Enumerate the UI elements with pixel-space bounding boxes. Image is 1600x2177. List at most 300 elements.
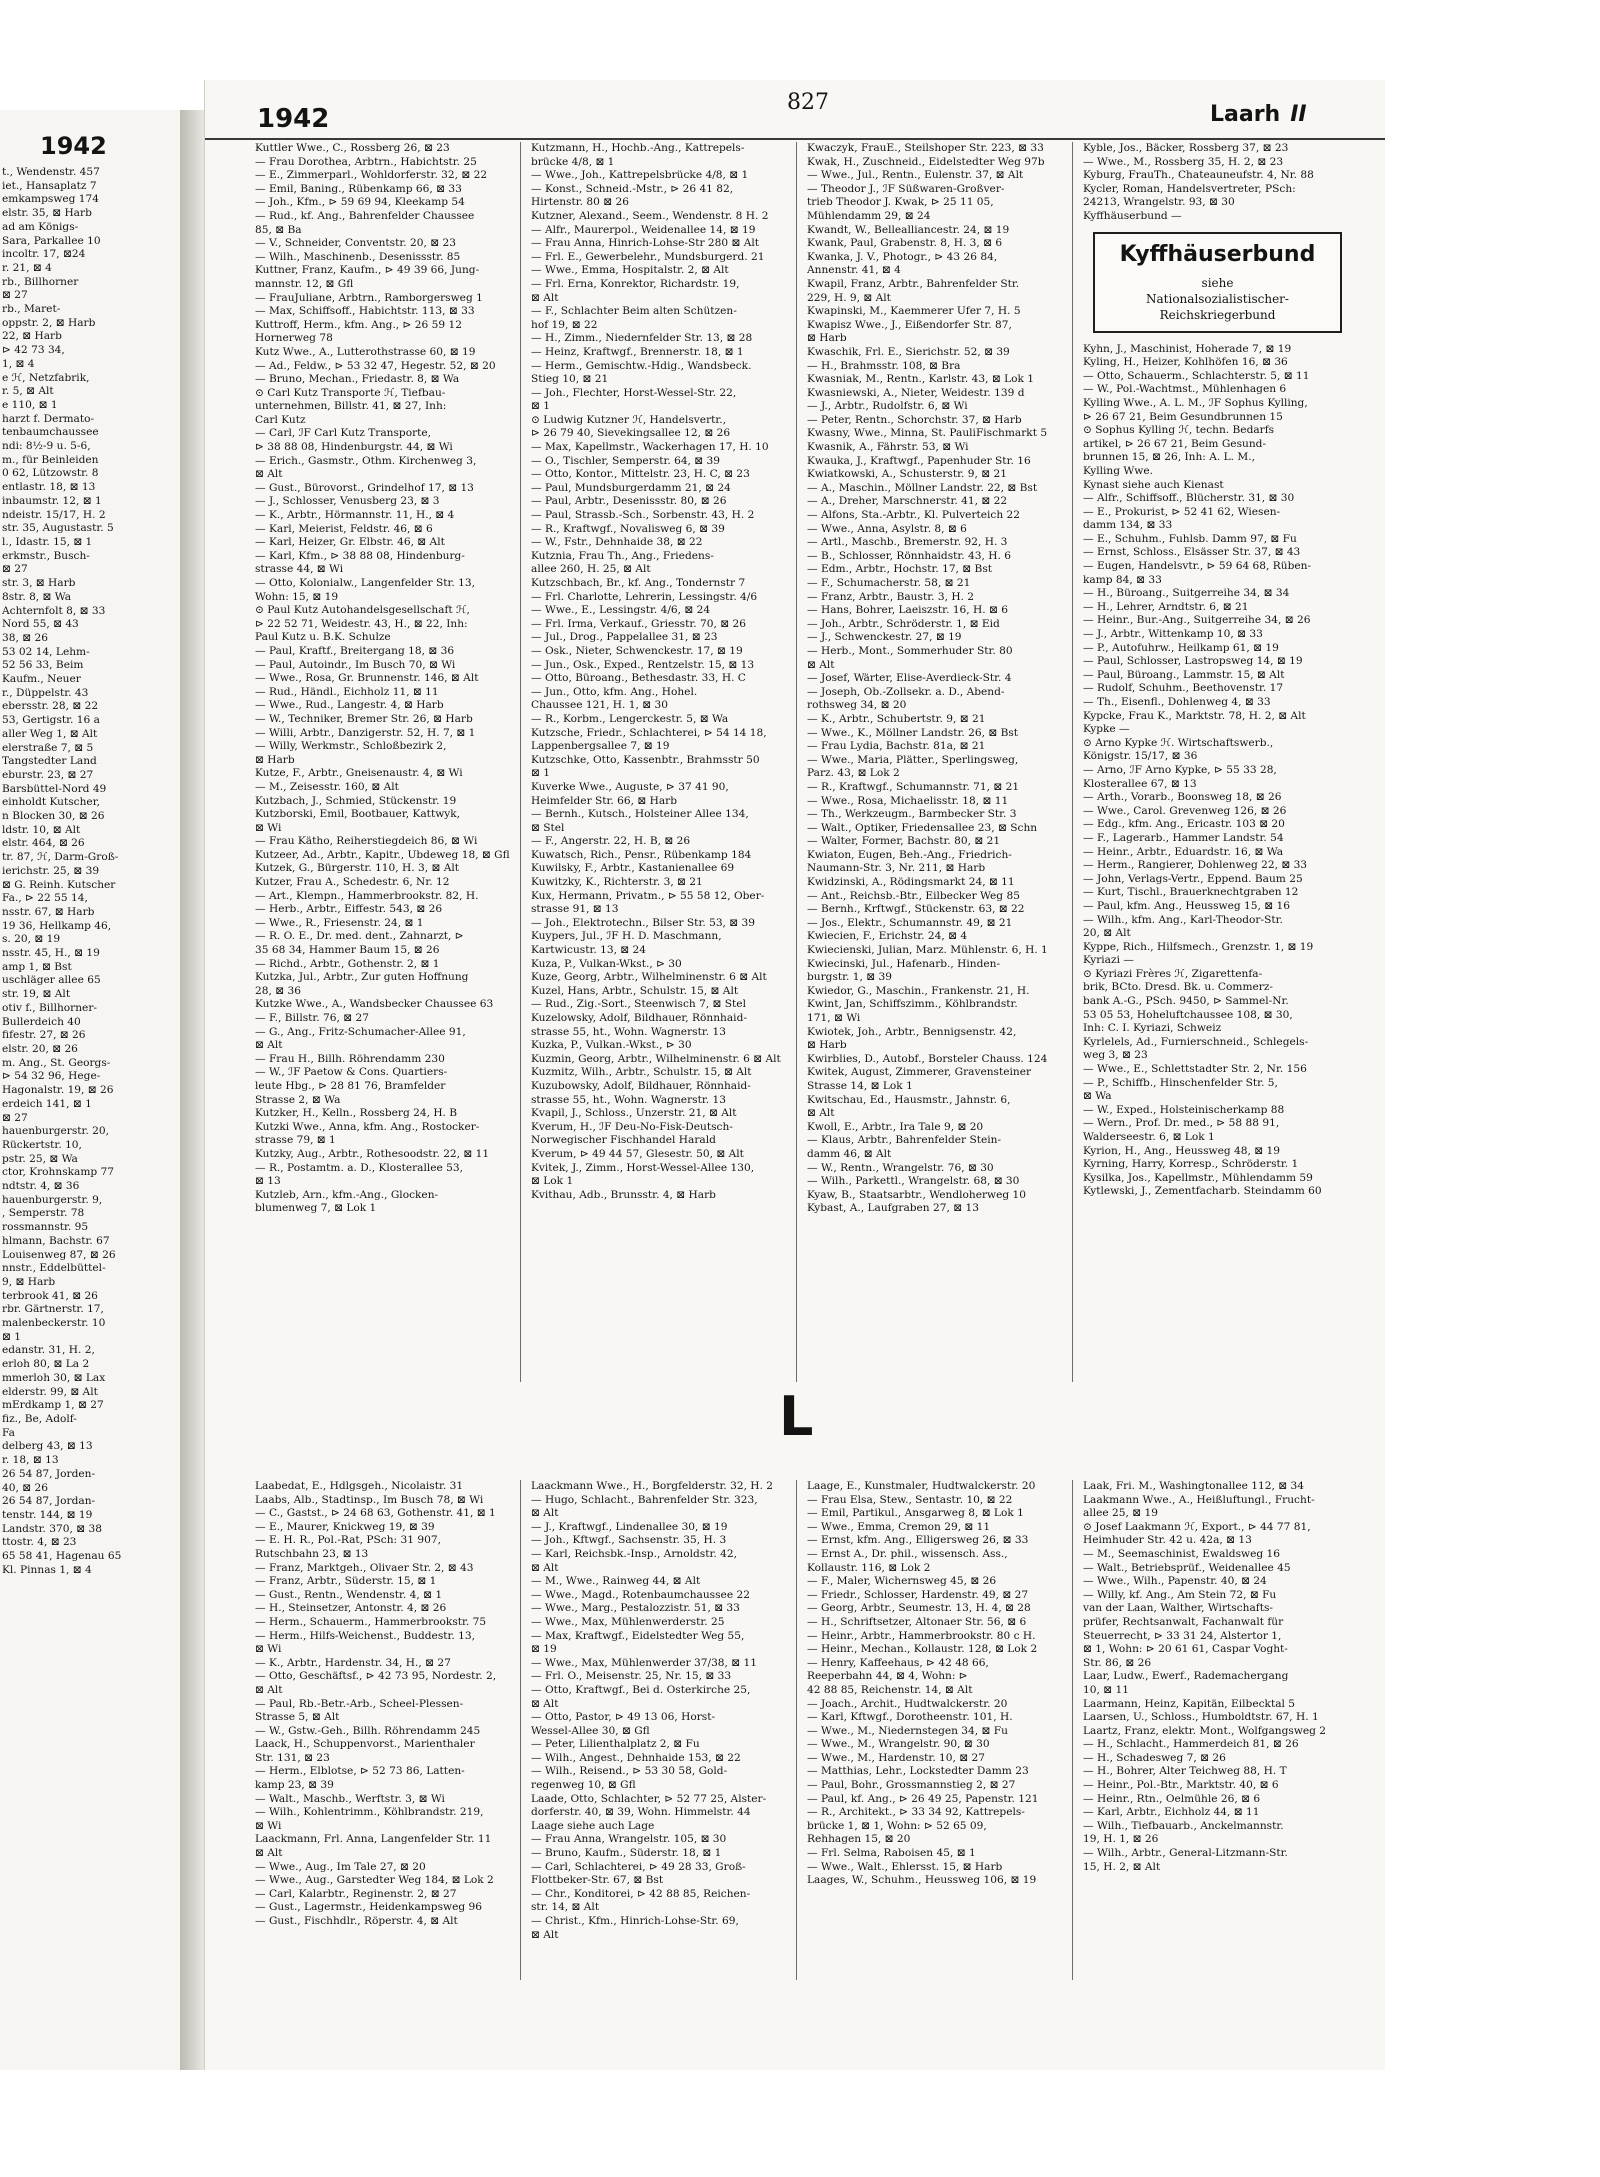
directory-entry: Lappenbergsallee 7, ⊠ 19	[531, 740, 670, 753]
directory-entry: bank A.-G., PSch. 9450, ⊳ Sammel-Nr.	[1083, 995, 1289, 1008]
left-page-fragment: str. 35, Augustastr. 5	[2, 522, 114, 535]
directory-entry: Kuttler Wwe., C., Rossberg 26, ⊠ 23	[255, 142, 450, 154]
directory-entry: Kwiatkowski, A., Schusterstr. 9, ⊠ 21	[807, 468, 1007, 481]
directory-entry: Kyrning, Harry, Korresp., Schröderstr. 1	[1083, 1158, 1299, 1171]
directory-entry: Laartz, Franz, elektr. Mont., Wolfgangsweg 2	[1083, 1724, 1327, 1737]
left-page-fragment: e 110, ⊠ 1	[2, 398, 58, 411]
directory-entry: — Otto, Büroang., Bethesdastr. 33, H. C	[531, 672, 746, 685]
directory-entry: Kybast, A., Laufgraben 27, ⊠ 13	[807, 1202, 979, 1215]
directory-entry: — Ernst A., Dr. phil., wissensch. Ass.,	[807, 1547, 1008, 1560]
directory-entry: Kuwilsky, F., Arbtr., Kastanienallee 69	[531, 862, 735, 875]
directory-entry: 171, ⊠ Wi	[807, 1012, 861, 1024]
directory-entry: — Chr., Konditorei, ⊳ 42 88 85, Reichen-	[531, 1887, 751, 1900]
left-page-fragment: Kaufm., Neuer	[2, 673, 81, 686]
directory-entry: — Ernst, kfm. Ang., Elligersweg 26, ⊠ 33	[807, 1534, 1029, 1547]
directory-entry: Kutzschke, Otto, Kassenbtr., Brahmsstr 50	[531, 753, 760, 766]
left-page-fragment: ⊠ 27	[2, 563, 28, 576]
directory-entry: — Friedr., Schlosser, Hardenstr. 49, ⊠ 27	[807, 1588, 1029, 1601]
directory-entry: — Paul, Rb.-Betr.-Arb., Scheel-Plessen-	[255, 1697, 464, 1710]
directory-entry: — Joh., Kftwgf., Sachsenstr. 35, H. 3	[531, 1534, 727, 1547]
directory-entry: — Walter, Former, Bachstr. 80, ⊠ 21	[807, 835, 1001, 848]
directory-entry: — Hugo, Schlacht., Bahrenfelder Str. 323,	[531, 1493, 758, 1506]
directory-entry: ⊠ Harb	[255, 753, 295, 766]
left-page-fragment: nsstr. 67, ⊠ Harb	[2, 905, 95, 918]
directory-entry: — Willy, kf. Ang., Am Stein 72, ⊠ Fu	[1083, 1588, 1277, 1601]
directory-entry: — F., Schlachter Beim alten Schützen-	[531, 305, 737, 318]
left-page-fragment: Barsbüttel-Nord 49	[2, 782, 107, 795]
directory-entry: — Frl. O., Meisenstr. 25, Nr. 15, ⊠ 33	[531, 1670, 732, 1683]
directory-entry: — H., Schadesweg 7, ⊠ 26	[1083, 1751, 1226, 1764]
directory-entry: strasse 55, ht., Wohn. Wagnerstr. 13	[531, 1025, 726, 1038]
directory-entry: Kuverke Wwe., Auguste, ⊳ 37 41 90,	[531, 780, 729, 793]
directory-entry: ⊠ Stel	[531, 821, 565, 834]
directory-entry: — Arno, ℐF Arno Kypke, ⊳ 55 33 28,	[1083, 763, 1277, 776]
directory-entry: — Carl, Schlachterei, ⊳ 49 28 33, Groß-	[531, 1860, 746, 1873]
directory-entry: Reeperbahn 44, ⊠ 4, Wohn: ⊳	[807, 1670, 968, 1683]
directory-entry: hof 19, ⊠ 22	[531, 318, 598, 331]
directory-entry: Heimfelder Str. 66, ⊠ Harb	[531, 794, 678, 807]
directory-entry: — H., Schlacht., Hammerdeich 81, ⊠ 26	[1083, 1738, 1299, 1751]
left-page-fragment: ndtstr. 4, ⊠ 36	[2, 1180, 80, 1193]
left-page-fragment: Achternfolt 8, ⊠ 33	[2, 604, 106, 617]
directory-entry: ⊠ Lok 1	[531, 1175, 574, 1188]
directory-entry: — Paul, Bohr., Grossmannstieg 2, ⊠ 27	[807, 1779, 1016, 1792]
left-page-fragment: tenbaumchaussee	[2, 426, 99, 439]
directory-entry: — Wilh., kfm. Ang., Karl-Theodor-Str.	[1083, 913, 1283, 926]
directory-entry: Kypke —	[1083, 723, 1130, 736]
page-header	[205, 90, 1385, 140]
directory-entry: — R., Kraftwgf., Novalisweg 6, ⊠ 39	[531, 522, 725, 535]
directory-entry: 85, ⊠ Ba	[255, 223, 302, 236]
left-page-fragment: rbr. Gärtnerstr. 17,	[2, 1303, 104, 1316]
directory-entry: — J., Arbtr., Rudolfstr. 6, ⊠ Wi	[807, 400, 968, 413]
directory-entry: Kwapil, Franz, Arbtr., Bahrenfelder Str.	[807, 277, 1020, 290]
directory-entry: Kutzki Wwe., Anna, kfm. Ang., Rostocker-	[255, 1120, 480, 1133]
directory-entry: Kutzmann, H., Hochb.-Ang., Kattrepels-	[531, 142, 745, 154]
left-page-fragment: 26 54 87, Jordan-	[2, 1495, 96, 1508]
left-page-fragment: r., Düppelstr. 43	[2, 686, 89, 699]
directory-entry: — Wwe., Walt., Ehlersst. 15, ⊠ Harb	[807, 1860, 1003, 1873]
directory-entry: — Herm., Elblotse, ⊳ 52 73 86, Latten-	[255, 1765, 465, 1778]
left-page-fragment: mErdkamp 1, ⊠ 27	[2, 1399, 104, 1412]
directory-entry: — E., Zimmerparl., Wohldorferstr. 32, ⊠ 22	[255, 169, 488, 182]
directory-entry: — Wwe., Emma, Hospitalstr. 2, ⊠ Alt	[531, 264, 729, 277]
directory-entry: Laages, W., Schuhm., Heussweg 106, ⊠ 19	[807, 1874, 1037, 1887]
left-page-fragment: m. Ang., St. Georgs-	[2, 1056, 111, 1069]
directory-entry: ⊠ Wi	[255, 821, 282, 834]
directory-entry: — Edg., kfm. Ang., Ericastr. 103 ⊠ 20	[1083, 818, 1285, 831]
directory-entry: Kuwitzky, K., Richterstr. 3, ⊠ 21	[531, 876, 703, 889]
left-page-fragment: Fa	[2, 1426, 15, 1439]
directory-entry: — Karl, Kftwgf., Dorotheenstr. 101, H.	[807, 1711, 1013, 1724]
directory-entry: Strasse 14, ⊠ Lok 1	[807, 1079, 913, 1092]
directory-entry: Laackmann Wwe., H., Borgfelderstr. 32, H. 2	[531, 1480, 774, 1492]
directory-entry: 10, ⊠ 11	[1083, 1683, 1129, 1696]
directory-entry: ⊠ 1, Wohn: ⊳ 20 61 61, Caspar Voght-	[1083, 1643, 1288, 1656]
left-page-fragment: str. 3, ⊠ Harb	[2, 577, 76, 590]
directory-entry: — Emil, Baning., Rübenkamp 66, ⊠ 33	[255, 182, 462, 195]
directory-entry: — P., Schiffb., Hinschenfelder Str. 5,	[1083, 1076, 1278, 1089]
lower-column-2	[531, 1480, 797, 1980]
left-page-fragment: elstr. 464, ⊠ 26	[2, 837, 85, 850]
directory-entry: — Gust., Bürovorst., Grindelhof 17, ⊠ 13	[255, 481, 474, 494]
directory-entry: — Herb., Mont., Sommerhuder Str. 80	[807, 644, 1013, 657]
directory-entry: — F., Schumacherstr. 58, ⊠ 21	[807, 577, 971, 589]
directory-entry: Kverum, H., ℐF Deu-No-Fisk-Deutsch-	[531, 1120, 733, 1133]
directory-entry: Kynast siehe auch Kienast	[1083, 478, 1224, 491]
directory-entry: — Wwe., Wilh., Papenstr. 40, ⊠ 24	[1083, 1575, 1267, 1588]
directory-entry: — Wern., Prof. Dr. med., ⊳ 58 88 91,	[1083, 1117, 1280, 1130]
directory-entry: Kwiecien, F., Erichstr. 24, ⊠ 4	[807, 930, 968, 943]
directory-entry: 53 05 53, Hoheluftchaussee 108, ⊠ 30,	[1083, 1008, 1293, 1021]
directory-entry: Kyrlelels, Ad., Furnierschneid., Schlegels-	[1083, 1035, 1309, 1048]
left-page-fragment: elstr. 35, ⊠ Harb	[2, 207, 92, 220]
directory-entry: kamp 84, ⊠ 33	[1083, 573, 1162, 586]
directory-entry: — Peter, Rentn., Schorchstr. 37, ⊠ Harb	[807, 413, 1022, 426]
left-page-fragment: l., Idastr. 15, ⊠ 1	[2, 535, 93, 548]
directory-entry: Kutzke Wwe., A., Wandsbecker Chaussee 63	[255, 998, 494, 1011]
directory-entry: — Bruno, Mechan., Friedastr. 8, ⊠ Wa	[255, 373, 460, 386]
directory-entry: — Walt., Maschb., Werftstr. 3, ⊠ Wi	[255, 1792, 445, 1805]
directory-entry: — Wwe., R., Friesenstr. 24, ⊠ 1	[255, 916, 424, 929]
directory-entry: — Ad., Feldw., ⊳ 53 32 47, Hegestr. 52, ⊠ 20	[255, 359, 496, 372]
lower-column-3	[807, 1480, 1073, 1980]
directory-entry: Königstr. 15/17, ⊠ 36	[1083, 750, 1198, 763]
directory-entry: Kypcke, Frau K., Marktstr. 78, H. 2, ⊠ Alt	[1083, 709, 1306, 722]
upper-columns	[255, 142, 1350, 1382]
section-letter: L	[779, 1385, 814, 1448]
scan-margin	[0, 2070, 1600, 2177]
directory-entry: — W., Fstr., Dehnhaide 38, ⊠ 22	[531, 536, 703, 549]
directory-entry: — Carl, Kalarbtr., Reginenstr. 2, ⊠ 27	[255, 1887, 457, 1900]
directory-entry: Kwaczyk, FrauE., Steilshoper Str. 223, ⊠ 33	[807, 142, 1044, 154]
left-page-fragment: 53, Gertigstr. 16 a	[2, 714, 100, 727]
directory-entry: — Rud., Händl., Eichholz 11, ⊠ 11	[255, 685, 439, 698]
directory-entry: Kutzek, G., Bürgerstr. 110, H. 3, ⊠ Alt	[255, 862, 460, 875]
directory-entry: — FrauJuliane, Arbtrn., Ramborgersweg 1	[255, 291, 483, 304]
directory-entry: strasse 44, ⊠ Wi	[255, 563, 344, 576]
directory-entry: Carl Kutz	[255, 413, 306, 426]
directory-entry: Kutzner, Alexand., Seem., Wendenstr. 8 H. 2	[531, 209, 769, 222]
box-line-1: siehe	[1201, 275, 1234, 290]
left-page-year: 1942	[40, 132, 107, 160]
directory-entry: — K., Arbtr., Schubertstr. 9, ⊠ 21	[807, 712, 986, 725]
directory-entry: — Paul, Kraftf., Breitergang 18, ⊠ 36	[255, 644, 455, 657]
directory-entry: — M., Zeisesstr. 160, ⊠ Alt	[255, 780, 399, 793]
directory-entry: Walderseestr. 6, ⊠ Lok 1	[1083, 1131, 1215, 1143]
directory-entry: — Wwe., Anna, Asylstr. 8, ⊠ 6	[807, 522, 967, 535]
directory-entry: brik, BCto. Dresd. Bk. u. Commerz-	[1083, 981, 1274, 994]
directory-entry: — Frau H., Billh. Röhrendamm 230	[255, 1052, 445, 1065]
directory-entry: — Herm., Gemischtw.-Hdig., Wandsbeck.	[531, 359, 752, 372]
directory-entry: — E., Maurer, Knickweg 19, ⊠ 39	[255, 1520, 435, 1533]
directory-entry: Kyppe, Rich., Hilfsmech., Grenzstr. 1, ⊠ 19	[1083, 940, 1314, 953]
left-page-fragment: e ℋ, Netzfabrik,	[2, 371, 90, 384]
left-page-fragment: ⊠ G. Reinh. Kutscher	[2, 878, 116, 891]
directory-entry: — Joh., Kfm., ⊳ 59 69 94, Kleekamp 54	[255, 196, 465, 209]
directory-entry: Wessel-Allee 30, ⊠ Gfl	[531, 1724, 650, 1737]
directory-entry: Kwint, Jan, Schiffszimm., Köhlbrandstr.	[807, 998, 1018, 1011]
directory-entry: Kutzka, Jul., Arbtr., Zur guten Hoffnung	[255, 971, 469, 984]
directory-entry: 28, ⊠ 36	[255, 984, 301, 997]
directory-entry: — G., Ang., Fritz-Schumacher-Allee 91,	[255, 1025, 466, 1038]
directory-entry: — Karl, Heizer, Gr. Elbstr. 46, ⊠ Alt	[255, 536, 445, 549]
directory-entry: van der Laan, Walther, Wirtschafts-	[1083, 1602, 1273, 1615]
directory-entry: — Max, Kraftwgf., Eidelstedter Weg 55,	[531, 1629, 745, 1642]
directory-entry: — Heinr., Mechan., Kollaustr. 128, ⊠ Lok 2	[807, 1643, 1038, 1656]
directory-entry: Kylling Wwe., A. L. M., ℐF Sophus Kylling,	[1083, 396, 1308, 409]
lower-column-1	[255, 1480, 521, 1980]
directory-entry: — Eugen, Handelsvtr., ⊳ 59 64 68, Rüben-	[1083, 560, 1312, 573]
directory-entry: — Wwe., Aug., Garstedter Weg 184, ⊠ Lok 2	[255, 1874, 494, 1887]
directory-entry: — C., Gastst., ⊳ 24 68 63, Gothenstr. 41, ⊠ 1	[255, 1507, 496, 1520]
directory-entry: artikel, ⊳ 26 67 21, Beim Gesund-	[1083, 437, 1267, 450]
left-page-fragment: r. 18, ⊠ 13	[2, 1454, 59, 1467]
left-page-fragment: hauenburgerstr. 9,	[2, 1193, 103, 1206]
left-page-fragment: 0 62, Lützowstr. 8	[2, 467, 99, 480]
directory-entry: ⊙ Arno Kypke ℋ. Wirtschaftswerb.,	[1083, 736, 1274, 749]
directory-entry: Kwanka, J. V., Photogr., ⊳ 43 26 84,	[807, 250, 998, 263]
directory-entry: Kutzleb, Arn., kfm.-Ang., Glocken-	[255, 1188, 439, 1201]
directory-entry: — Karl, Reichsbk.-Insp., Arnoldstr. 42,	[531, 1547, 737, 1560]
directory-entry: ⊳ 26 79 40, Sievekingsallee 12, ⊠ 26	[531, 427, 731, 440]
left-page-fragment: Nord 55, ⊠ 43	[2, 618, 79, 631]
directory-entry: — Heinr., Bur.-Ang., Suitgerreihe 34, ⊠ 26	[1083, 614, 1311, 627]
directory-entry: Laade, Otto, Schlachter, ⊳ 52 77 25, Alster-	[531, 1792, 767, 1805]
directory-entry: ⊠ Wi	[255, 1643, 282, 1656]
directory-entry: ⊠ Alt	[807, 1107, 835, 1120]
directory-entry: — Wwe., Rosa, Michaelisstr. 18, ⊠ 11	[807, 794, 1009, 807]
directory-entry: Kwoll, E., Arbtr., Ira Tale 9, ⊠ 20	[807, 1120, 984, 1133]
directory-entry: Kysilka, Jos., Kapellmstr., Mühlendamm 59	[1083, 1171, 1313, 1184]
directory-entry: Kwandt, W., Bellealliancestr. 24, ⊠ 19	[807, 223, 1010, 236]
directory-entry: — Willi, Arbtr., Danzigerstr. 52, H. 7, ⊠ 1	[255, 726, 476, 739]
directory-entry: Strasse 2, ⊠ Wa	[255, 1093, 341, 1106]
directory-entry: Strasse 5, ⊠ Alt	[255, 1711, 340, 1724]
left-page-fragment: r. 21, ⊠ 4	[2, 261, 52, 274]
directory-entry: Kartwicustr. 13, ⊠ 24	[531, 944, 647, 957]
directory-entry: — Alfr., Schiffsoff., Blücherstr. 31, ⊠ 30	[1083, 492, 1295, 505]
directory-entry: Kverum, ⊳ 49 44 57, Glesestr. 50, ⊠ Alt	[531, 1147, 744, 1160]
directory-entry: Kyhn, J., Maschinist, Hoherade 7, ⊠ 19	[1083, 342, 1292, 355]
left-page-fragment: 22, ⊠ Harb	[2, 330, 62, 343]
left-page-fragment: delberg 43, ⊠ 13	[2, 1440, 93, 1453]
directory-entry: trieb Theodor J. Kwak, ⊳ 25 11 05,	[807, 196, 994, 209]
left-page-fragment: n Blocken 30, ⊠ 26	[2, 810, 105, 823]
left-page-fragment: ad am Königs-	[2, 220, 79, 233]
directory-entry: — Wwe., Max, Mühlenwerderstr. 25	[531, 1615, 725, 1628]
directory-entry: — Gust., Lagermstr., Heidenkampsweg 96	[255, 1901, 482, 1914]
directory-entry: Kyburg, FrauTh., Chateauneufstr. 4, Nr. 88	[1083, 169, 1314, 182]
directory-entry: — Peter, Lilienthalplatz 2, ⊠ Fu	[531, 1738, 700, 1751]
directory-entry: — K., Arbtr., Hardenstr. 34, H., ⊠ 27	[255, 1656, 451, 1669]
directory-entry: Kwasniewski, A., Nieter, Weidestr. 139 d	[807, 386, 1025, 399]
directory-entry: — Max, Schiffsoff., Habichtstr. 113, ⊠ 33	[255, 305, 475, 318]
left-page-fragments	[0, 166, 180, 1577]
directory-entry: Paul Kutz u. B.K. Schulze	[255, 631, 391, 644]
directory-entry: — Rud., kf. Ang., Bahrenfelder Chaussee	[255, 209, 475, 222]
left-page-fragment: ctor, Krohnskamp 77	[2, 1166, 115, 1179]
left-page-fragment: 26 54 87, Jorden-	[2, 1467, 96, 1480]
left-page-fragment: 52 56 33, Beim	[2, 659, 84, 672]
directory-entry: ⊠ Alt	[531, 1697, 559, 1710]
directory-entry: Kwiedor, G., Maschin., Frankenstr. 21, H.	[807, 984, 1030, 997]
column-2	[531, 142, 797, 1382]
directory-entry: Kwitschau, Ed., Hausmstr., Jahnstr. 6,	[807, 1093, 1011, 1106]
directory-entry: Kuze, Georg, Arbtr., Wilhelminenstr. 6 ⊠ Alt	[531, 971, 767, 984]
directory-entry: Kwak, H., Zuschneid., Eidelstedter Weg 97b	[807, 155, 1045, 168]
directory-entry: — Wwe., Magd., Rotenbaumchaussee 22	[531, 1588, 750, 1601]
directory-entry: ⊠ Wa	[1083, 1090, 1112, 1103]
directory-entry: — Joh., Elektrotechn., Bilser Str. 53, ⊠ 39	[531, 916, 756, 929]
directory-entry: — J., Schwenckestr. 27, ⊠ 19	[807, 631, 962, 644]
directory-entry: — Jos., Elektr., Schumannstr. 49, ⊠ 21	[807, 916, 1013, 929]
directory-entry: ⊠ 13	[255, 1175, 281, 1188]
directory-entry: — Carl, ℐF Carl Kutz Transporte,	[255, 427, 432, 440]
left-page-fragment: terbrook 41, ⊠ 26	[2, 1289, 98, 1302]
directory-page	[204, 80, 1385, 2070]
directory-entry: ⊠ 1	[531, 400, 550, 413]
directory-entry: — Bernh., Krftwgf., Stückenstr. 63, ⊠ 22	[807, 903, 1025, 916]
directory-entry: — Wwe., M., Hardenstr. 10, ⊠ 27	[807, 1751, 985, 1764]
directory-entry: — Alfons, Sta.-Arbtr., Kl. Pulverteich 22	[807, 509, 1021, 522]
directory-entry: — W., Exped., Holsteinischerkamp 88	[1083, 1103, 1285, 1116]
directory-entry: Kwasnik, A., Fährstr. 53, ⊠ Wi	[807, 441, 969, 454]
page-number: 827	[787, 90, 829, 115]
directory-entry: — Franz, Marktgeh., Olivaer Str. 2, ⊠ 43	[255, 1561, 474, 1574]
directory-entry: — Paul, Strassb.-Sch., Sorbenstr. 43, H. 2	[531, 509, 755, 522]
left-page-fragment: 40, ⊠ 26	[2, 1481, 48, 1494]
left-page-fragment: rb., Maret-	[2, 303, 61, 316]
book-gutter	[180, 110, 204, 2070]
directory-entry: brunnen 15, ⊠ 26, Inh: A. L. M.,	[1083, 451, 1255, 464]
left-page-fragment: 9, ⊠ Harb	[2, 1275, 56, 1288]
directory-entry: Wohn: 15, ⊠ 19	[255, 590, 339, 603]
left-page-fragment: nsstr. 45, H., ⊠ 19	[2, 947, 100, 960]
directory-entry: — Wwe., Rud., Langestr. 4, ⊠ Harb	[255, 699, 444, 712]
directory-entry: Laackmann, Frl. Anna, Langenfelder Str. 11	[255, 1833, 492, 1846]
directory-entry: — Klaus, Arbtr., Bahrenfelder Stein-	[807, 1134, 1002, 1147]
directory-entry: Kwapinski, M., Kaemmerer Ufer 7, H. 5	[807, 305, 1021, 318]
left-page-fragment: ⊠ 27	[2, 1111, 28, 1124]
directory-entry: Kyffhäuserbund —	[1083, 209, 1182, 222]
directory-entry: Kvapil, J., Schloss., Unzerstr. 21, ⊠ Alt	[531, 1107, 737, 1120]
directory-entry: — Arth., Vorarb., Boonsweg 18, ⊠ 26	[1083, 791, 1282, 804]
directory-entry: ⊳ 26 67 21, Beim Gesundbrunnen 15	[1083, 410, 1283, 423]
left-page-fragment: uschläger allee 65	[2, 974, 101, 987]
directory-entry: Klosterallee 67, ⊠ 13	[1083, 777, 1197, 790]
directory-entry: Stieg 10, ⊠ 21	[531, 373, 609, 386]
left-page-fragment: tenstr. 144, ⊠ 19	[2, 1508, 93, 1521]
directory-entry: — Georg, Arbtr., Seumestr. 13, H. 4, ⊠ 28	[807, 1602, 1031, 1615]
directory-entry: — Christ., Kfm., Hinrich-Lohse-Str. 69,	[531, 1915, 739, 1927]
running-head-suffix: II	[1290, 102, 1307, 127]
directory-entry: Laabedat, E., Hdlgsgeh., Nicolaistr. 31	[255, 1480, 464, 1492]
directory-entry: allee 260, H. 25, ⊠ Alt	[531, 563, 651, 576]
directory-entry: — Otto, Kontor., Mittelstr. 23, H. C, ⊠ 23	[531, 468, 750, 481]
directory-entry: — J., Schlosser, Venusberg 23, ⊠ 3	[255, 495, 440, 508]
directory-entry: Kuzel, Hans, Arbtr., Schulstr. 15, ⊠ Alt	[531, 984, 739, 997]
directory-entry: ⊠ Harb	[807, 1039, 847, 1052]
left-page-fragment: malenbeckerstr. 10	[2, 1317, 106, 1330]
left-page-fragment: pstr. 25, ⊠ Wa	[2, 1152, 78, 1165]
directory-entry: — Rud., Zig.-Sort., Steenwisch 7, ⊠ Stel	[531, 998, 746, 1011]
directory-entry: — Erich., Gasmstr., Othm. Kirchenweg 3,	[255, 454, 477, 467]
directory-entry: Kutzer, Frau A., Schedestr. 6, Nr. 12	[255, 876, 450, 889]
directory-entry: Kwasny, Wwe., Minna, St. PauliFischmarkt 5	[807, 427, 1048, 440]
directory-entry: Laakmann Wwe., A., Heißluftungl., Frucht-	[1083, 1493, 1315, 1506]
left-page-fragment: ⊳ 42 73 34,	[2, 344, 65, 357]
directory-entry: — Frau Elsa, Stew., Sentastr. 10, ⊠ 22	[807, 1493, 1013, 1506]
directory-entry: — Karl, Arbtr., Eichholz 44, ⊠ 11	[1083, 1806, 1260, 1819]
left-page-fragment: , Semperstr. 78	[2, 1207, 85, 1220]
directory-entry: Kylling Wwe.	[1083, 464, 1153, 477]
left-page-fragment: Bullerdeich 40	[2, 1015, 81, 1028]
directory-entry: Kyrion, H., Ang., Heussweg 48, ⊠ 19	[1083, 1144, 1280, 1157]
directory-entry: — Wilh., Reisend., ⊳ 53 30 58, Gold-	[531, 1765, 728, 1778]
directory-entry: ⊙ Paul Kutz Autohandelsgesellschaft ℋ,	[255, 604, 470, 617]
directory-entry: — F., Angerstr. 22, H. B, ⊠ 26	[531, 835, 691, 848]
directory-entry: Kyling, H., Heizer, Kohlhöfen 16, ⊠ 36	[1083, 356, 1288, 369]
directory-entry: Kutznia, Frau Th., Ang., Friedens-	[531, 549, 714, 562]
directory-entry: Mühlendamm 29, ⊠ 24	[807, 209, 931, 222]
directory-entry: — Bernh., Kutsch., Holsteiner Allee 134,	[531, 808, 749, 821]
directory-entry: — Heinr., Arbtr., Hammerbrookstr. 80 c H.	[807, 1629, 1036, 1642]
box-line-3: Reichskriegerbund	[1159, 307, 1276, 322]
left-page-fragment: Landstr. 370, ⊠ 38	[2, 1522, 102, 1535]
directory-entry: — Wwe., M., Rossberg 35, H. 2, ⊠ 23	[1083, 155, 1284, 168]
directory-entry: ⊠ Alt	[255, 1039, 283, 1052]
directory-entry: — Th., Eisenfl., Dohlenweg 4, ⊠ 33	[1083, 696, 1271, 708]
directory-entry: — Heinr., Arbtr., Eduardstr. 16, ⊠ Wa	[1083, 845, 1284, 858]
directory-entry: — Wwe., M., Wrangelstr. 90, ⊠ 30	[807, 1738, 990, 1751]
directory-entry: — Otto, Schauerm., Schlachterstr. 5, ⊠ 11	[1083, 369, 1310, 382]
left-page-fragment: 8str. 8, ⊠ Wa	[2, 590, 72, 603]
directory-entry: Kwiaton, Eugen, Beh.-Ang., Friedrich-	[807, 848, 1012, 861]
directory-entry: — Otto, Geschäftsf., ⊳ 42 73 95, Nordestr. 2,	[255, 1670, 497, 1683]
directory-entry: — H., Zimm., Niedernfelder Str. 13, ⊠ 28	[531, 332, 753, 345]
directory-entry: — Emil, Partikul., Ansgarweg 8, ⊠ Lok 1	[807, 1507, 1024, 1520]
directory-entry: Kutzborski, Emil, Bootbauer, Kattwyk,	[255, 808, 461, 821]
directory-entry: Kwidzinski, A., Rödingsmarkt 24, ⊠ 11	[807, 876, 1015, 889]
directory-entry: brücke 1, ⊠ 1, Wohn: ⊳ 52 65 09,	[807, 1819, 987, 1832]
directory-entry: ⊠ Alt	[255, 468, 283, 481]
left-page-fragment: ⊠ 1	[2, 1330, 21, 1343]
directory-entry: Kutzschbach, Br., kf. Ang., Tondernstr 7	[531, 577, 746, 589]
left-page-fragment: erdeich 141, ⊠ 1	[2, 1097, 92, 1110]
directory-entry: ⊳ 22 52 71, Weidestr. 43, H., ⊠ 22, Inh:	[255, 617, 468, 630]
directory-entry: ⊠ Alt	[531, 1928, 559, 1941]
directory-entry: — Wwe., Emma, Cremon 29, ⊠ 11	[807, 1520, 991, 1533]
directory-entry: — Joach., Archit., Hudtwalckerstr. 20	[807, 1697, 1008, 1710]
directory-entry: — A., Dreher, Marschnerstr. 41, ⊠ 22	[807, 495, 1008, 508]
directory-entry: — Wwe., Maria, Plätter., Sperlingsweg,	[807, 753, 1019, 766]
directory-entry: — Heinz, Kraftwgf., Brennerstr. 18, ⊠ 1	[531, 345, 744, 358]
directory-entry: — F., Maler, Wichernsweg 45, ⊠ 26	[807, 1575, 997, 1588]
directory-entry: Kyble, Jos., Bäcker, Rossberg 37, ⊠ 23	[1083, 142, 1289, 154]
directory-entry: Kwiecinski, Jul., Hafenarb., Hinden-	[807, 957, 1001, 970]
directory-entry: Kuzmitz, Wilh., Arbtr., Schulstr. 15, ⊠ Alt	[531, 1066, 752, 1079]
directory-entry: — Frl. Erna, Konrektor, Richardstr. 19,	[531, 277, 740, 290]
directory-entry: prüfer, Rechtsanwalt, Fachanwalt für	[1083, 1615, 1284, 1628]
directory-entry: — Heinr., Rtn., Oelmühle 26, ⊠ 6	[1083, 1792, 1261, 1805]
directory-entry: — R., Architekt., ⊳ 33 34 92, Kattrepels-	[807, 1806, 1025, 1819]
directory-entry: Kwauka, J., Kraftwgf., Papenhuder Str. 16	[807, 454, 1031, 467]
directory-entry: ⊠ Wi	[255, 1819, 282, 1832]
directory-entry: — Edm., Arbtr., Hochstr. 17, ⊠ Bst	[807, 563, 993, 576]
directory-entry: — Gust., Rentn., Wendenstr. 4, ⊠ 1	[255, 1588, 443, 1601]
directory-entry: Kycler, Roman, Handelsvertreter, PSch:	[1083, 182, 1296, 195]
